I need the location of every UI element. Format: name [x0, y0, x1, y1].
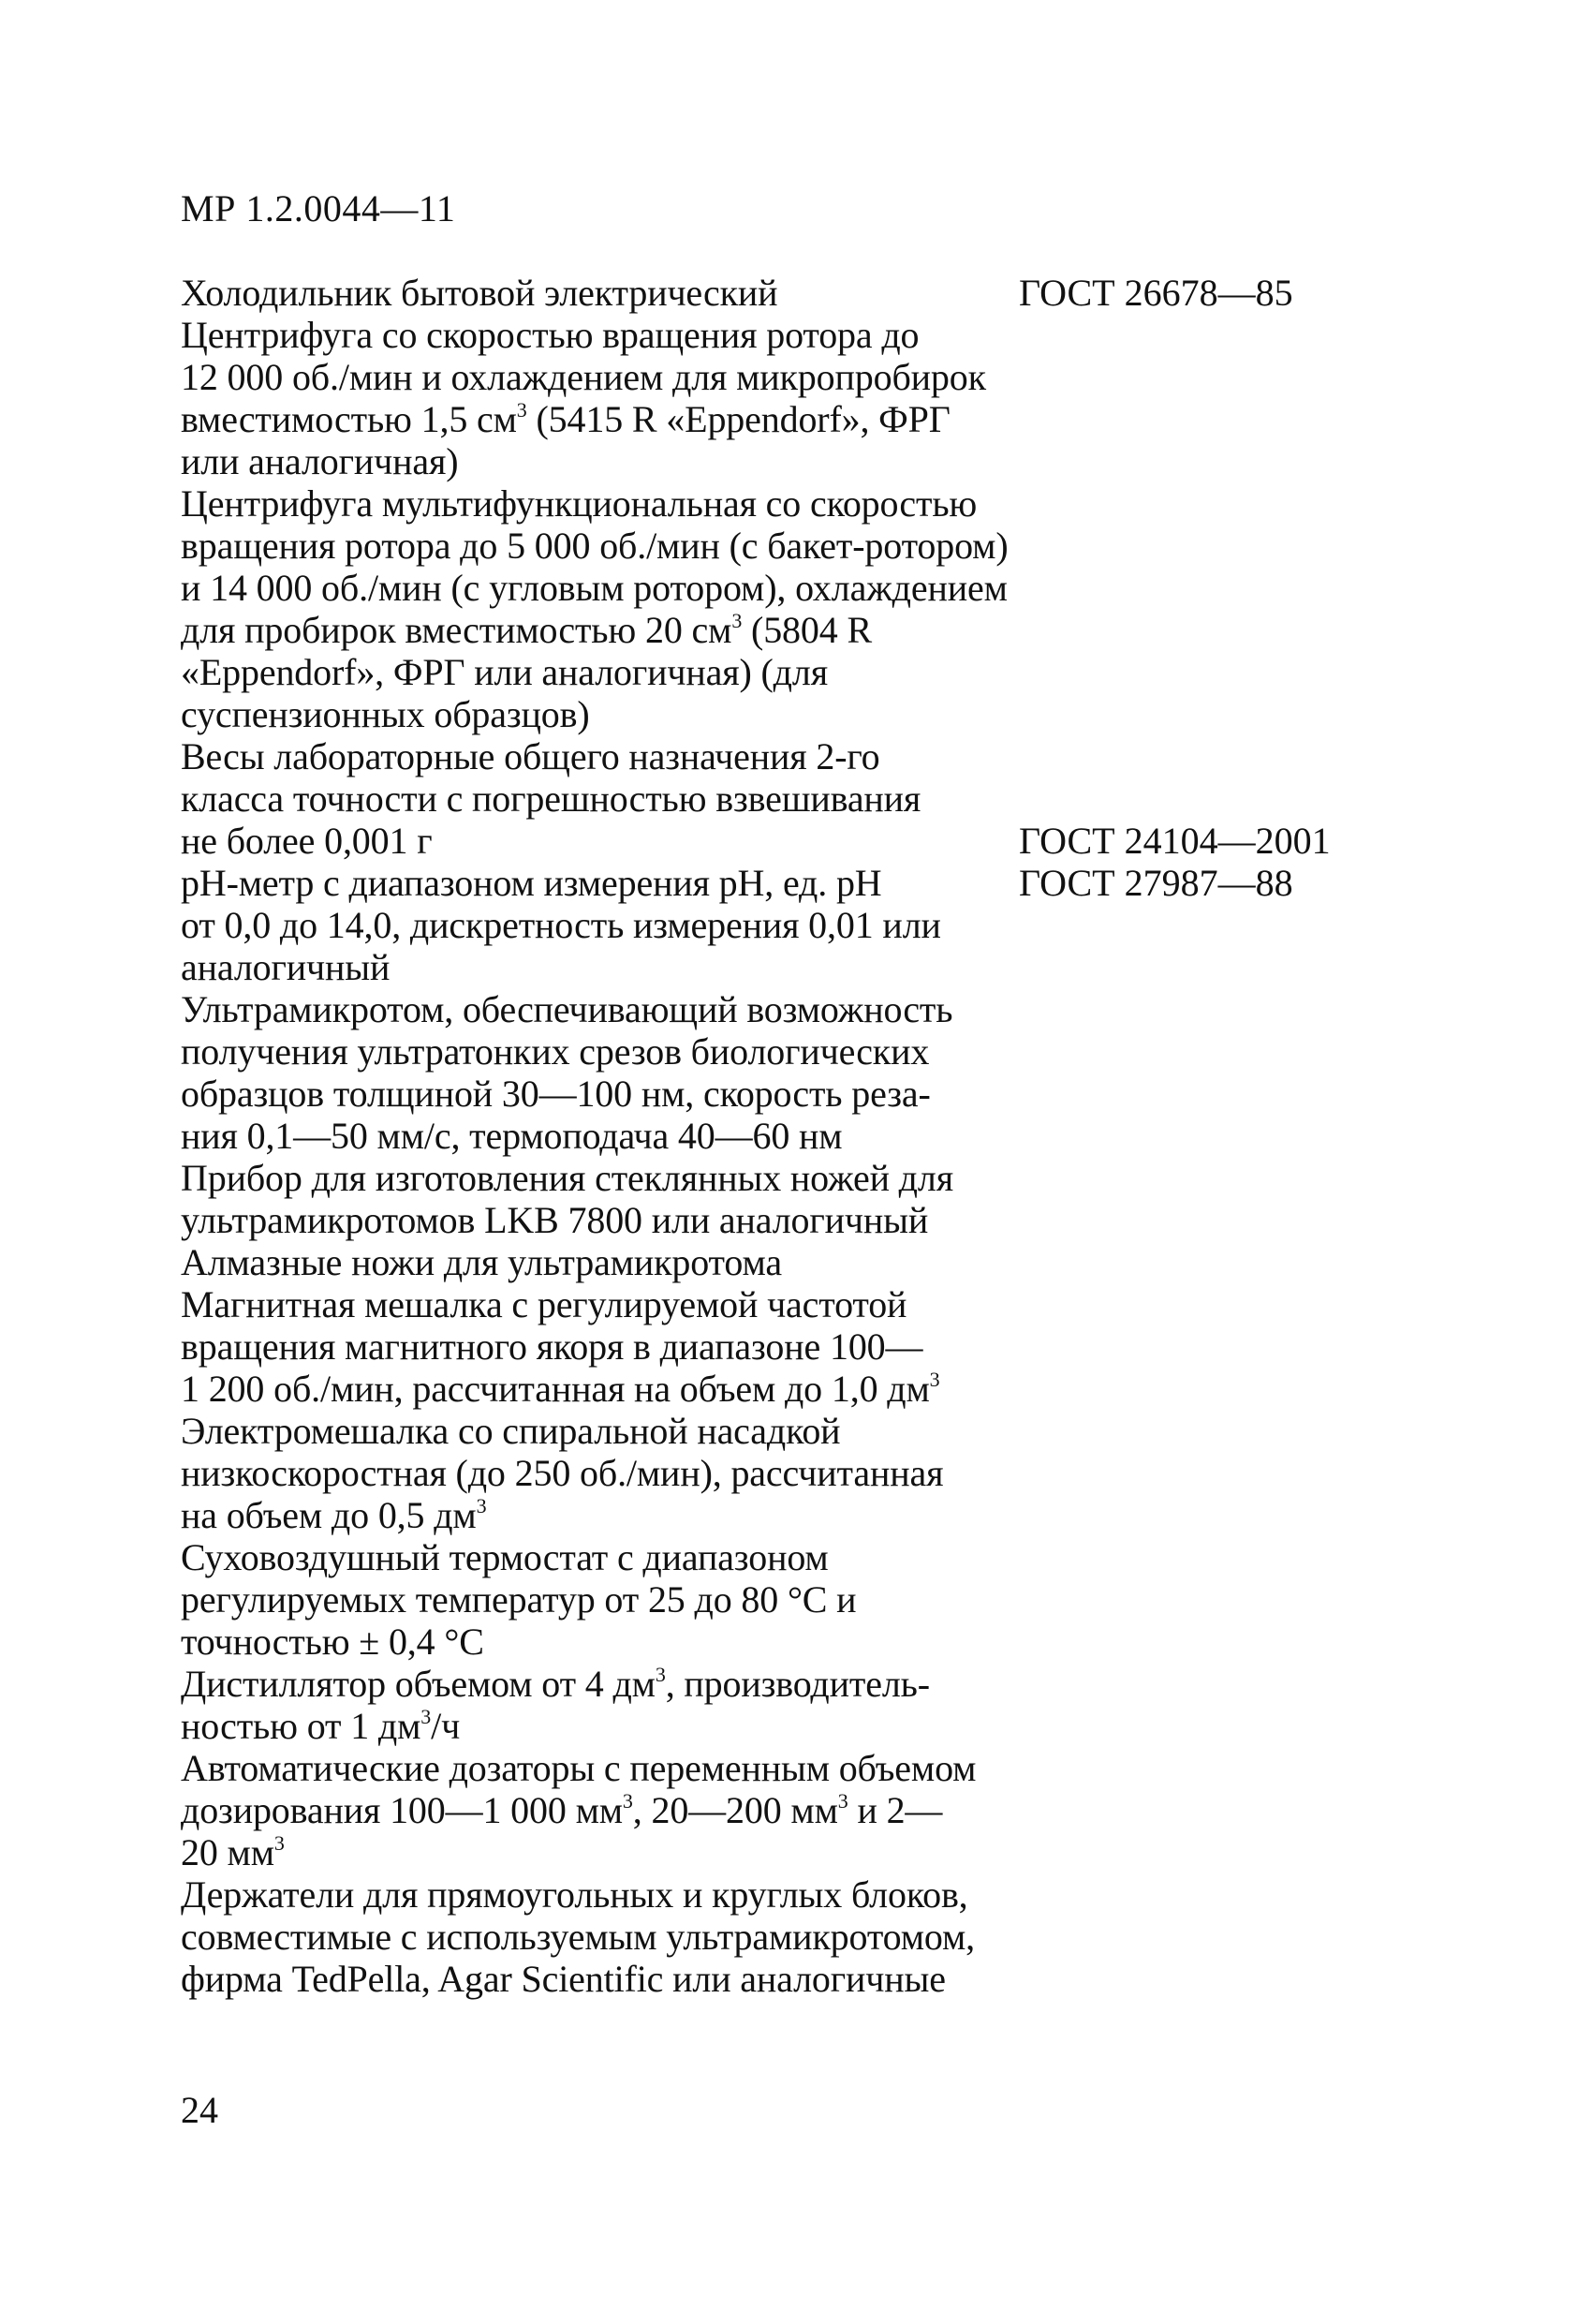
equipment-description — [181, 482, 1014, 735]
description-line: или аналогичная) — [181, 440, 459, 482]
description-line: и 14 000 об./мин (с угловым ротором), охлаждением — [181, 567, 1008, 609]
equipment-description — [181, 1873, 1014, 2000]
description-line: на объем до 0,5 $дм^3$ — [181, 1494, 487, 1536]
description-line: ностью от 1 $дм^3/ч$ — [181, 1705, 461, 1747]
description-line: Держатели для прямоугольных и круглых блоков, — [181, 1873, 968, 1916]
equipment-description — [181, 1157, 1014, 1241]
equipment-description — [181, 1410, 1014, 1536]
equipment-item — [181, 1747, 1398, 1873]
equipment-item — [181, 314, 1398, 482]
document-code: МР 1.2.0044—11 — [181, 187, 456, 229]
standard-reference: ГОСТ 26678—85 — [1019, 272, 1293, 314]
equipment-item — [181, 1283, 1398, 1410]
equipment-list — [181, 272, 1398, 2000]
equipment-description — [181, 314, 1014, 482]
description-line: 1 200 об./мин, рассчитанная на объем до 1,0 $дм^3$ — [181, 1368, 940, 1410]
description-line: суспензионных образцов) — [181, 693, 590, 735]
description-line: Алмазные ножи для ультрамикротома — [181, 1241, 782, 1283]
equipment-description — [181, 1536, 1014, 1663]
equipment-description — [181, 1663, 1014, 1747]
description-line: Суховоздушный термостат с диапазоном — [181, 1536, 829, 1578]
equipment-description — [181, 1747, 1014, 1873]
description-line: Весы лабораторные общего назначения 2-го — [181, 735, 880, 777]
description-line: вместимостью 1,5 $см^3$ (5415 R «Eppendorf», ФРГ — [181, 398, 951, 440]
equipment-item — [181, 482, 1398, 735]
description-line: от 0,0 до 14,0, дискретность измерения 0,01 или — [181, 904, 941, 946]
standard-reference: ГОСТ 24104—2001 — [1019, 820, 1331, 862]
equipment-item — [181, 1873, 1398, 2000]
description-line: Холодильник бытовой электрический — [181, 272, 778, 314]
description-line: фирма TedPella, Agar Scientific или аналогичные — [181, 1958, 946, 2000]
description-line: вращения ротора до 5 000 об./мин (с бакет-ротором) — [181, 525, 1009, 567]
description-line: не более 0,001 г — [181, 820, 433, 862]
description-line: Прибор для изготовления стеклянных ножей для — [181, 1157, 953, 1199]
description-line: Дистиллятор объемом от 4 $дм^3$, производитель- — [181, 1663, 930, 1705]
description-line: для пробирок вместимостью 20 $см^3$ (5804 R — [181, 609, 872, 651]
equipment-description — [181, 735, 1014, 862]
equipment-item — [181, 735, 1398, 862]
description-line: Ультрамикротом, обеспечивающий возможность — [181, 988, 953, 1030]
equipment-item — [181, 272, 1398, 314]
description-line: получения ультратонких срезов биологических — [181, 1030, 930, 1073]
description-line: аналогичный — [181, 946, 391, 988]
description-line: Электромешалка со спиральной насадкой — [181, 1410, 841, 1452]
equipment-item — [181, 1536, 1398, 1663]
description-line: совместимые с используемым ультрамикротомом, — [181, 1916, 976, 1958]
description-line: дозирования 100—1 000 $мм^3$, 20—200 $мм^3$ и 2— — [181, 1789, 943, 1831]
description-line: Центрифуга со скоростью вращения ротора до — [181, 314, 920, 356]
description-line: регулируемых температур от 25 до 80 °С и — [181, 1578, 857, 1621]
description-line: низкоскоростная (до 250 об./мин), рассчитанная — [181, 1452, 944, 1494]
description-line: ультрамикротомов LKB 7800 или аналогичный — [181, 1199, 929, 1241]
equipment-item — [181, 1241, 1398, 1283]
page-number: 24 — [181, 2089, 218, 2131]
equipment-item — [181, 988, 1398, 1157]
standard-reference: ГОСТ 27987—88 — [1019, 862, 1293, 904]
description-line: рН-метр с диапазоном измерения рН, ед. рН — [181, 862, 882, 904]
equipment-item — [181, 1157, 1398, 1241]
equipment-item — [181, 1663, 1398, 1747]
equipment-description — [181, 1241, 1014, 1283]
description-line: «Eppendorf», ФРГ или аналогичная) (для — [181, 651, 828, 693]
description-line: класса точности с погрешностью взвешивания — [181, 777, 921, 820]
description-line: 20 $мм^3$ — [181, 1831, 285, 1873]
description-line: точностью ± 0,4 °С — [181, 1621, 484, 1663]
description-line: 12 000 об./мин и охлаждением для микропробирок — [181, 356, 986, 398]
description-line: ния 0,1—50 мм/с, термоподача 40—60 нм — [181, 1115, 843, 1157]
description-line: образцов толщиной 30—100 нм, скорость реза- — [181, 1073, 931, 1115]
description-line: Автоматические дозаторы с переменным объемом — [181, 1747, 977, 1789]
description-line: вращения магнитного якоря в диапазоне 100— — [181, 1325, 923, 1368]
equipment-description — [181, 862, 1014, 988]
equipment-item — [181, 862, 1398, 988]
equipment-item — [181, 1410, 1398, 1536]
equipment-description — [181, 988, 1014, 1157]
equipment-description — [181, 272, 1014, 314]
description-line: Магнитная мешалка с регулируемой частотой — [181, 1283, 907, 1325]
description-line: Центрифуга мультифункциональная со скоростью — [181, 482, 978, 525]
equipment-description — [181, 1283, 1014, 1410]
